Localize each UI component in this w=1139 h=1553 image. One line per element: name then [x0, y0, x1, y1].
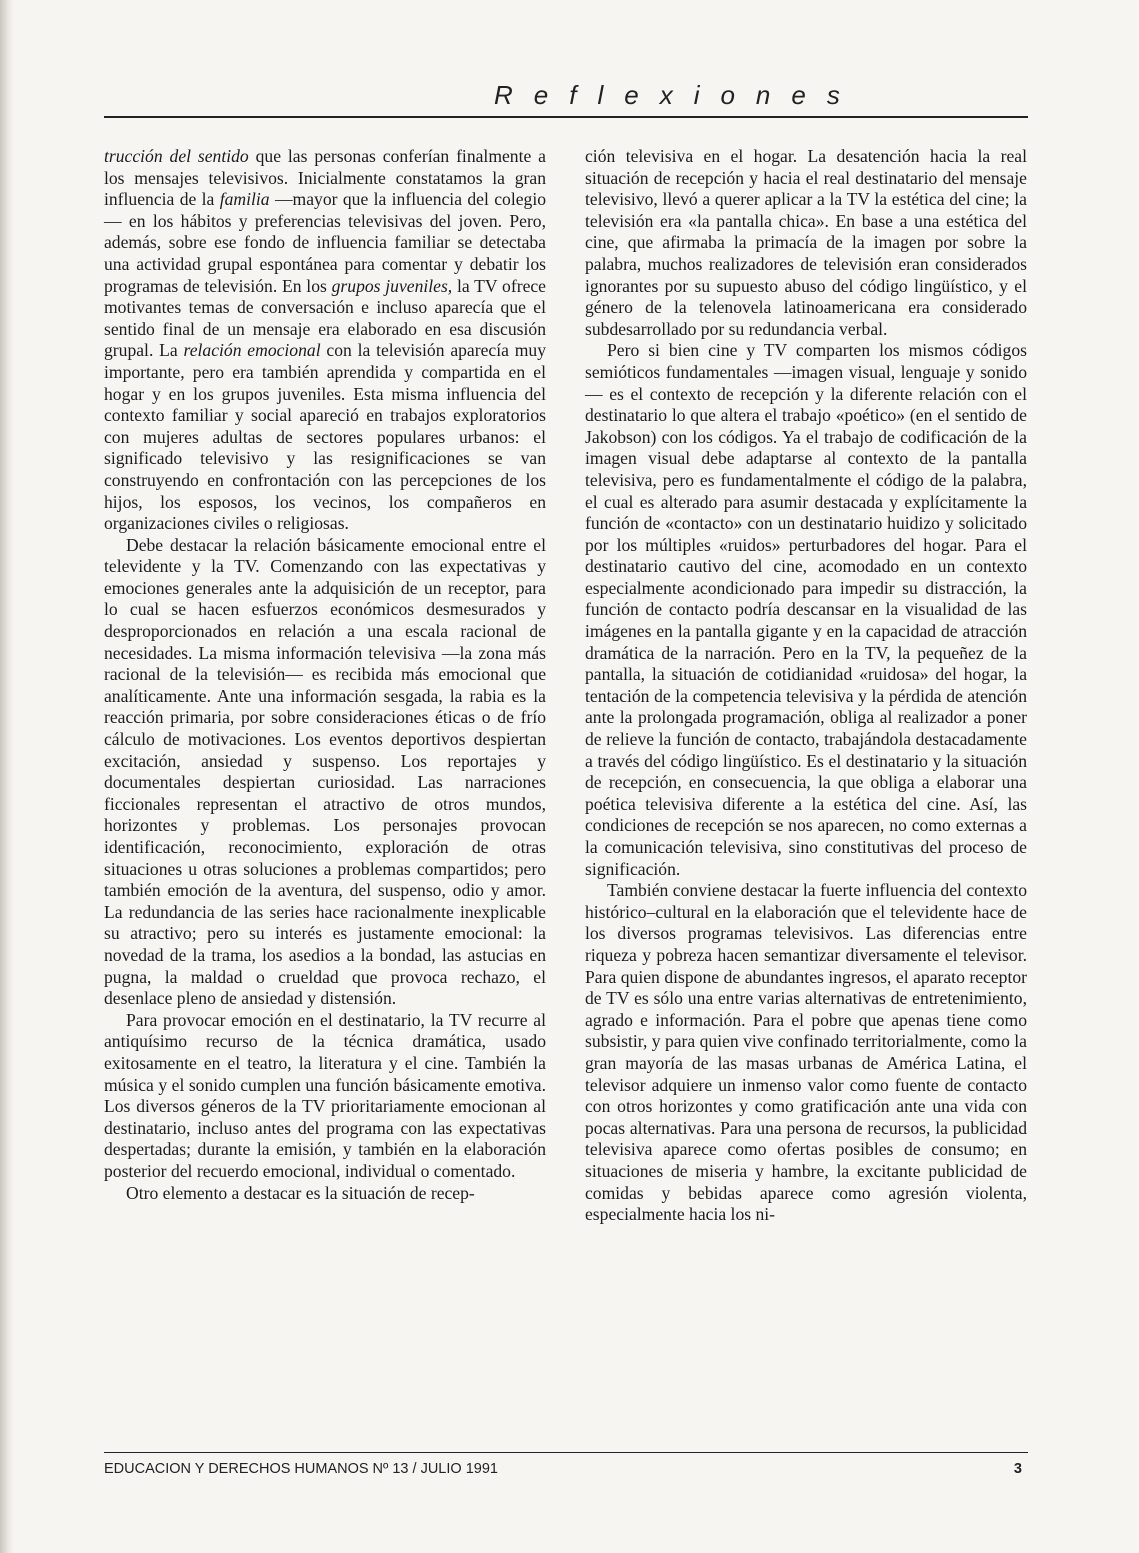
paragraph [104, 1010, 546, 1183]
right-column [585, 146, 1027, 1442]
italic-emphasis: relación emocional [183, 340, 321, 361]
italic-emphasis: familia [219, 189, 270, 210]
page-number: 3 [1013, 1461, 1022, 1477]
publication-info: EDUCACION Y DERECHOS HUMANOS Nº 13 / JULIO 1991 [104, 1461, 498, 1477]
page-binding-edge [0, 0, 14, 1553]
text-run: Pero si bien cine y TV comparten los mismos códigos semióticos fundamentales —imagen visual, lenguaje y sonido— es el contexto de recepción y la diferente relación con el destinatario lo que altera el trabajo «poético» (en el sentido de Jakobson) con los códigos. Ya el trabajo de codificación de la imagen visual debe adaptarse al contexto de la pantalla televisiva, pero es fundamentalmente el código de la palabra, el cual es alterado para asumir destacada y explícitamente la función de «contacto» con un destinatario huidizo y solicitado por los múltiples «ruidos» perturbadores del hogar. Para el destinatario cautivo del cine, acomodado en un contexto especialmente acondicionado para impedir su distracción, la función de contacto podría descansar en la visualidad de las imágenes en la pantalla gigante y en la capacidad de atracción dramática de la narración. Pero en la TV, la pequeñez de la pantalla, la situación de cotidianidad «ruidosa» del hogar, la tentación de la competencia televisiva y la pérdida de atención ante la prolongada programación, obliga al realizador a poner de relieve la función de contacto, trabajándola destacadamente a través del código lingüístico. Es el destinatario y la situación de recepción, en consecuencia, la que obliga a elaborar una poética televisiva diferente a la estética del cine. Así, las condiciones de recepción se nos aparecen, no como externas a la comunicación televisiva, sino constitutivas del proceso de significación. [585, 340, 1027, 879]
paragraph [585, 880, 1027, 1226]
text-run: También conviene destacar la fuerte influencia del contexto histórico–cultural en la elaboración que el televidente hace de los diversos programas televisivos. Las diferencias entre riqueza y pobreza hacen semantizar diversamente el televisor. Para quien dispone de abundantes ingresos, el aparato receptor de TV es sólo una entre varias alternativas de entretenimiento, agrado e información. Para el pobre que apenas tiene como subsistir, y para quien vive confinado territorialmente, como la gran mayoría de las masas urbanas de América Latina, el televisor adquiere un inmenso valor como fuente de contacto con otros horizontes y como gratificación ante una vida con pocas alternativas. Para una persona de recursos, la publicidad televisiva aparece como ofertas posibles de consumo; en situaciones de miseria y hambre, la excitante publicidad de comidas y bebidas aparece como agresión violenta, especialmente hacia los ni- [585, 880, 1027, 1225]
text-run: Debe destacar la relación básicamente emocional entre el televidente y la TV. Comenzando con las expectativas y emociones generales ante la adquisición de un receptor, para lo cual se hacen esfuerzos económicos desmesurados y desproporcionados en relación a una escala racional de necesidades. La misma información televisiva —la zona más racional de la televisión— es recibida más emocional que analíticamente. Ante una información sesgada, la rabia es la reacción primaria, por sobre consideraciones éticas o de frío cálculo de motivaciones. Los eventos deportivos despiertan excitación, ansiedad y suspenso. Los reportajes y documentales despiertan curiosidad. Las narraciones ficcionales representan el atractivo de otros mundos, horizontes y problemas. Los personajes provocan identificación, reconocimiento, exploración de otras situaciones u otras soluciones a problemas compartidos; pero también emoción de la aventura, del suspenso, odio y amor. La redundancia de las series hace racionalmente inexplicable su atractivo; pero su interés es justamente emocional: la novedad de la trama, los asedios a la bondad, las astucias en pugna, la maldad o crueldad que provoca rechazo, el desenlace pleno de ansiedad y distensión. [104, 534, 546, 1009]
paragraph [104, 535, 546, 1010]
continued-paragraph [585, 146, 1027, 340]
paragraph [104, 1183, 546, 1205]
text-run: que las personas conferían finalmente a los mensajes televisivos. Inicialmente constatamos la gran influencia de la [104, 146, 546, 210]
page-footer [104, 1452, 1028, 1487]
paragraph [585, 340, 1027, 880]
continued-paragraph [104, 146, 546, 535]
section-title: Reflexiones [494, 80, 861, 110]
text-run: Para provocar emoción en el destinatario, la TV recurre al antiquísimo recurso de la técnica dramática, usado exitosamente en el teatro, la literatura y el cine. También la música y el sonido cumplen una función básicamente emotiva. Los diversos géneros de la TV prioritariamente emocionan al destinatario, incluso antes del programa con las expectativas despertadas; durante la emisión, y también en la elaboración posterior del recuerdo emocional, individual o comentado. [104, 1009, 546, 1181]
italic-emphasis: trucción del sentido [104, 146, 249, 166]
left-column [104, 146, 546, 1442]
text-run: —mayor que la influencia del colegio— en los hábitos y preferencias televisivas del joven. Pero, además, sobre ese fondo de influencia familiar se detectaba una actividad grupal espontánea para comentar y debatir los programas de televisión. En los [104, 189, 547, 296]
text-run: con la televisión aparecía muy importante, pero era también aprendida y compartida en el hogar y en los grupos juveniles. Esta misma influencia del contexto familiar y social apareció en trabajos exploratorios con mujeres adultas de sectores populares urbanos: el significado televisivo y las resignificaciones se van construyendo en confrontación con las percepciones de los hijos, los esposos, los vecinos, los compañeros en organizaciones civiles o religiosas. [104, 340, 546, 534]
text-run: Otro elemento a destacar es la situación de recep- [126, 1182, 475, 1203]
text-run: la TV ofrece motivantes temas de conversación e incluso aparecía que el sentido final de un mensaje era elaborado en esa discusión grupal. La [104, 275, 546, 361]
page-header [104, 76, 1028, 118]
italic-emphasis: grupos juveniles, [331, 275, 453, 296]
text-run: ción televisiva en el hogar. La desatención hacia la real situación de recepción y hacia el real destinatario del mensaje televisivo, llevó a querer aplicar a la TV la estética del cine; la televisión era «la pantalla chica». En base a una estética del cine, que afirmaba la primacía de la imagen por sobre la palabra, muchos realizadores de televisión eran considerados ignorantes por su supuesto abuso del código lingüístico, y el género de la telenovela latinoamericana era considerado subdesarrollado por su redundancia verbal. [585, 146, 1027, 339]
